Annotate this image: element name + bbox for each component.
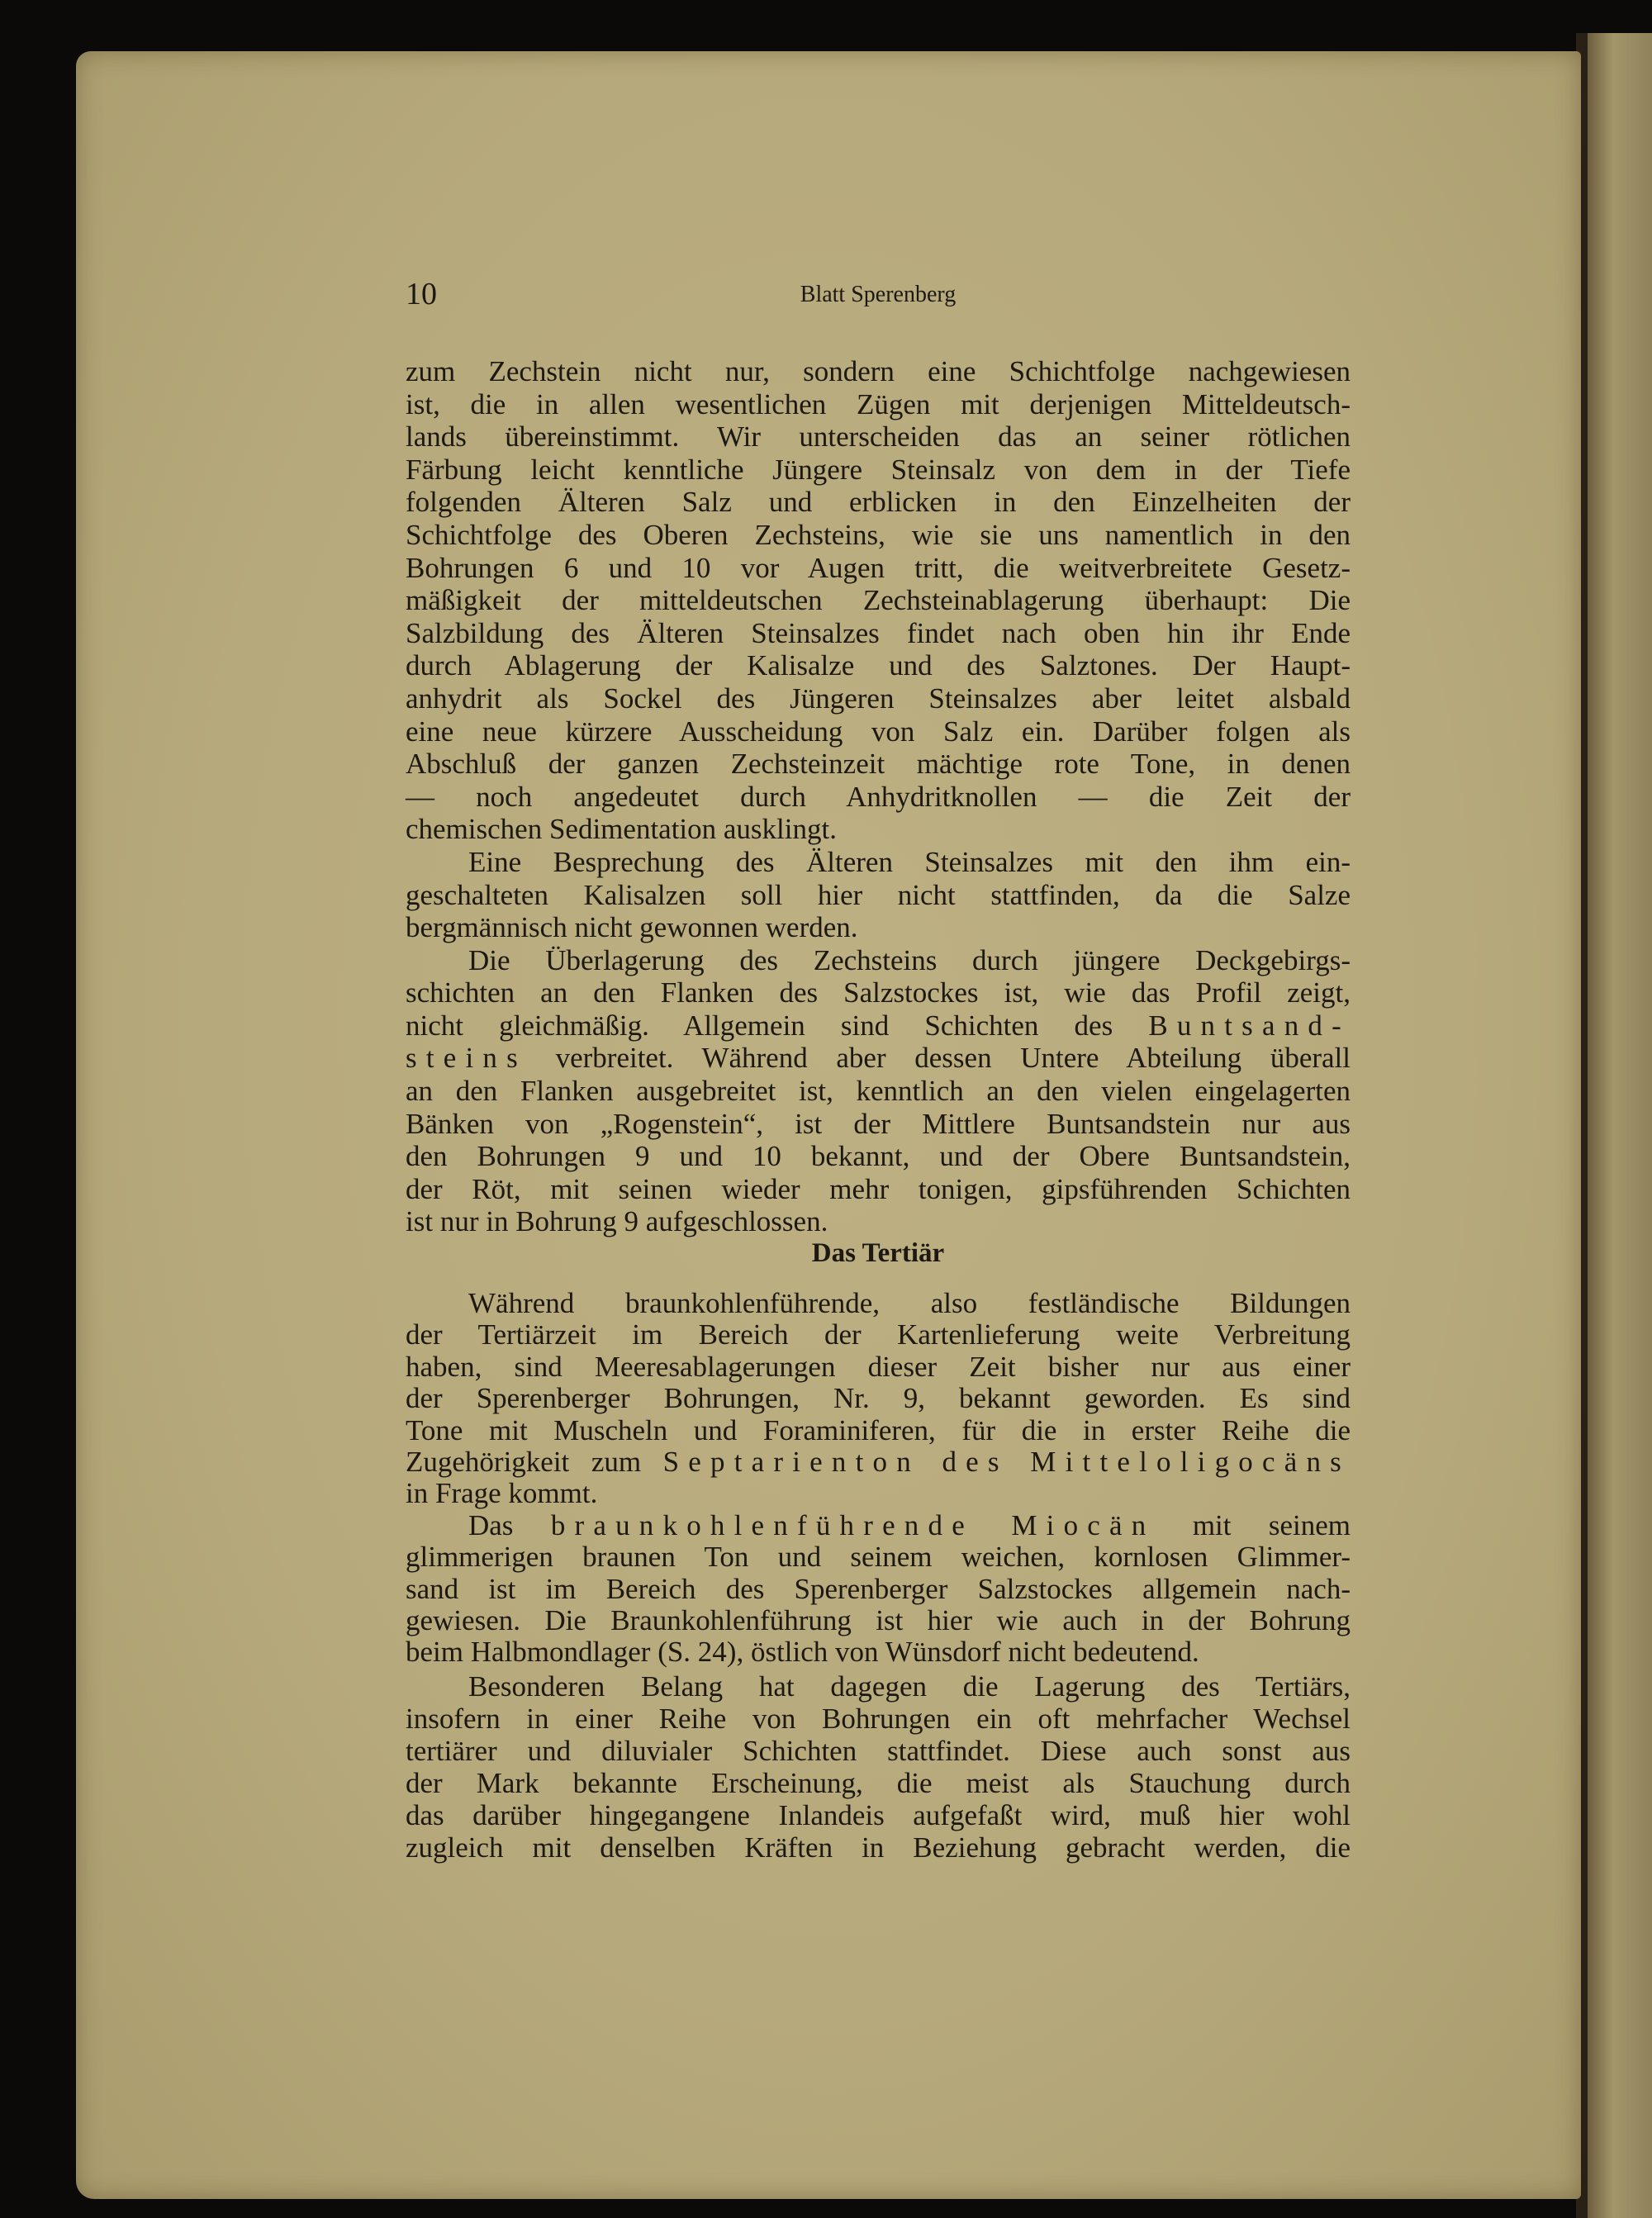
spaced-emphasis-text: Mitteloligocäns [1030,1445,1351,1478]
spaced-emphasis-text: steins [406,1042,527,1075]
text-segment: Das [468,1508,551,1541]
text-line: schichten an den Flanken des Salzstockes ist, wie das Profil zeigt, [406,976,1351,1009]
text-line: ist nur in Bohrung 9 aufgeschlossen. [406,1205,828,1238]
text-line: Abschluß der ganzen Zechsteinzeit mächtige rote Tone, in denen [406,748,1351,781]
text-line: Färbung leicht kenntliche Jüngere Steinsalz von dem in der Tiefe [406,453,1351,486]
section-heading: Das Tertiär [811,1238,945,1268]
adjacent-page-edge [1588,33,1652,2218]
spaced-emphasis-text: des [942,1445,1009,1478]
text-line: Salzbildung des Älteren Steinsalzes findet nach oben hin ihr Ende [406,616,1351,649]
text-line: Eine Besprechung des Älteren Steinsalzes mit den ihm ein- [468,845,1351,878]
running-title: Blatt Sperenberg [800,282,957,307]
spaced-emphasis-text: braunkohlenführende [550,1508,974,1541]
text-line [406,1446,1351,1478]
paragraph [406,1670,1351,1864]
text-line [406,1042,1351,1075]
text-line [406,1510,1351,1541]
text-line: der Mark bekannte Erscheinung, die meist als Stauchung durch [406,1767,1351,1799]
text-line: Bohrungen 6 und 10 vor Augen tritt, die weitverbreitete Gesetz- [406,551,1351,584]
text-segment [1009,1446,1031,1478]
text-line: das darüber hingegangene Inlandeis aufgefaßt wird, muß hier wohl [406,1799,1351,1831]
text-line: insofern in einer Reihe von Bohrungen ein oft mehrfacher Wechsel [406,1703,1351,1735]
text-line: folgenden Älteren Salz und erblicken in den Einzelheiten der [406,486,1351,519]
page-number: 10 [406,277,437,311]
text-line: Besonderen Belang hat dagegen die Lagerung des Tertiärs, [468,1670,1351,1703]
paragraph [406,1510,1351,1669]
text-line: glimmerigen braunen Ton und seinem weichen, kornlosen Glimmer- [406,1541,1351,1574]
text-line: eine neue kürzere Ausscheidung von Salz ein. Darüber folgen als [406,715,1351,748]
text-line: haben, sind Meeresablagerungen dieser Zeit bisher nur aus einer [406,1350,1351,1383]
text-line: Bänken von „Rogenstein“, ist der Mittlere Buntsandstein nur aus [406,1107,1351,1140]
body-text-tertiaer [406,1288,1351,1669]
text-line: sand ist im Bereich des Sperenberger Salzstockes allgemein nach- [406,1572,1351,1605]
text-line: Tone mit Muscheln und Foraminiferen, für die in erster Reihe die [406,1413,1351,1446]
text-line: der Sperenberger Bohrungen, Nr. 9, bekannt geworden. Es sind [406,1382,1351,1415]
spaced-emphasis-text: Buntsand- [1148,1009,1351,1042]
text-line: mäßigkeit der mitteldeutschen Zechsteinablagerung überhaupt: Die [406,584,1351,617]
text-line: zugleich mit denselben Kräften in Beziehung gebracht werden, die [406,1831,1351,1864]
text-line: beim Halbmondlager (S. 24), östlich von Wünsdorf nicht bedeutend. [406,1636,1199,1669]
text-segment: Zugehörigkeit zum [406,1445,663,1478]
text-segment: mit seinem [1155,1508,1351,1541]
paragraph [406,846,1351,944]
text-line: anhydrit als Sockel des Jüngeren Steinsalzes aber leitet alsbald [406,682,1351,715]
spaced-emphasis-text: Septarienton [662,1445,920,1478]
text-line: lands übereinstimmt. Wir unterscheiden das an seiner rötlichen [406,420,1351,454]
text-line: den Bohrungen 9 und 10 bekannt, und der Obere Buntsandstein, [406,1140,1351,1173]
text-line: der Röt, mit seinen wieder mehr tonigen, gipsführenden Schichten [406,1172,1351,1205]
text-line: in Frage kommt. [406,1477,598,1510]
paragraph [406,355,1351,846]
text-segment: nicht gleichmäßig. Allgemein sind Schichten des [406,1009,1149,1042]
spaced-emphasis-text: Miocän [1011,1508,1156,1541]
text-segment [974,1509,1011,1541]
text-segment: verbreitet. Während aber dessen Untere Abteilung überall [526,1042,1351,1075]
text-line: bergmännisch nicht gewonnen werden. [406,911,858,944]
text-line: durch Ablagerung der Kalisalze und des Salztones. Der Haupt- [406,649,1351,682]
text-line: zum Zechstein nicht nur, sondern eine Schichtfolge nachgewiesen [406,355,1351,387]
paragraph [406,944,1351,1238]
text-line: gewiesen. Die Braunkohlenführung ist hier wie auch in der Bohrung [406,1603,1351,1636]
text-line: Schichtfolge des Oberen Zechsteins, wie sie uns namentlich in den [406,518,1351,551]
paragraph [406,1288,1351,1510]
text-line: geschalteten Kalisalzen soll hier nicht stattfinden, da die Salze [406,878,1351,911]
text-line: Die Überlagerung des Zechsteins durch jüngere Deckgebirgs- [468,943,1351,976]
body-text-tertiaer-lagerung [406,1670,1351,1864]
text-line: — noch angedeutet durch Anhydritknollen — die Zeit der [406,780,1351,813]
text-line: an den Flanken ausgebreitet ist, kenntlich an den vielen eingelagerten [406,1075,1351,1108]
text-line [406,1009,1351,1043]
text-segment [920,1446,942,1478]
text-line: chemischen Sedimentation ausklingt. [406,813,837,846]
text-line: Während braunkohlenführende, also festländische Bildungen [468,1287,1351,1319]
text-line: tertiärer und diluvialer Schichten stattfindet. Diese auch sonst aus [406,1735,1351,1767]
text-line: der Tertiärzeit im Bereich der Kartenlieferung weite Verbreitung [406,1318,1351,1351]
text-line: ist, die in allen wesentlichen Zügen mit derjenigen Mitteldeutsch- [406,387,1351,420]
body-text-zechstein [406,355,1351,1238]
